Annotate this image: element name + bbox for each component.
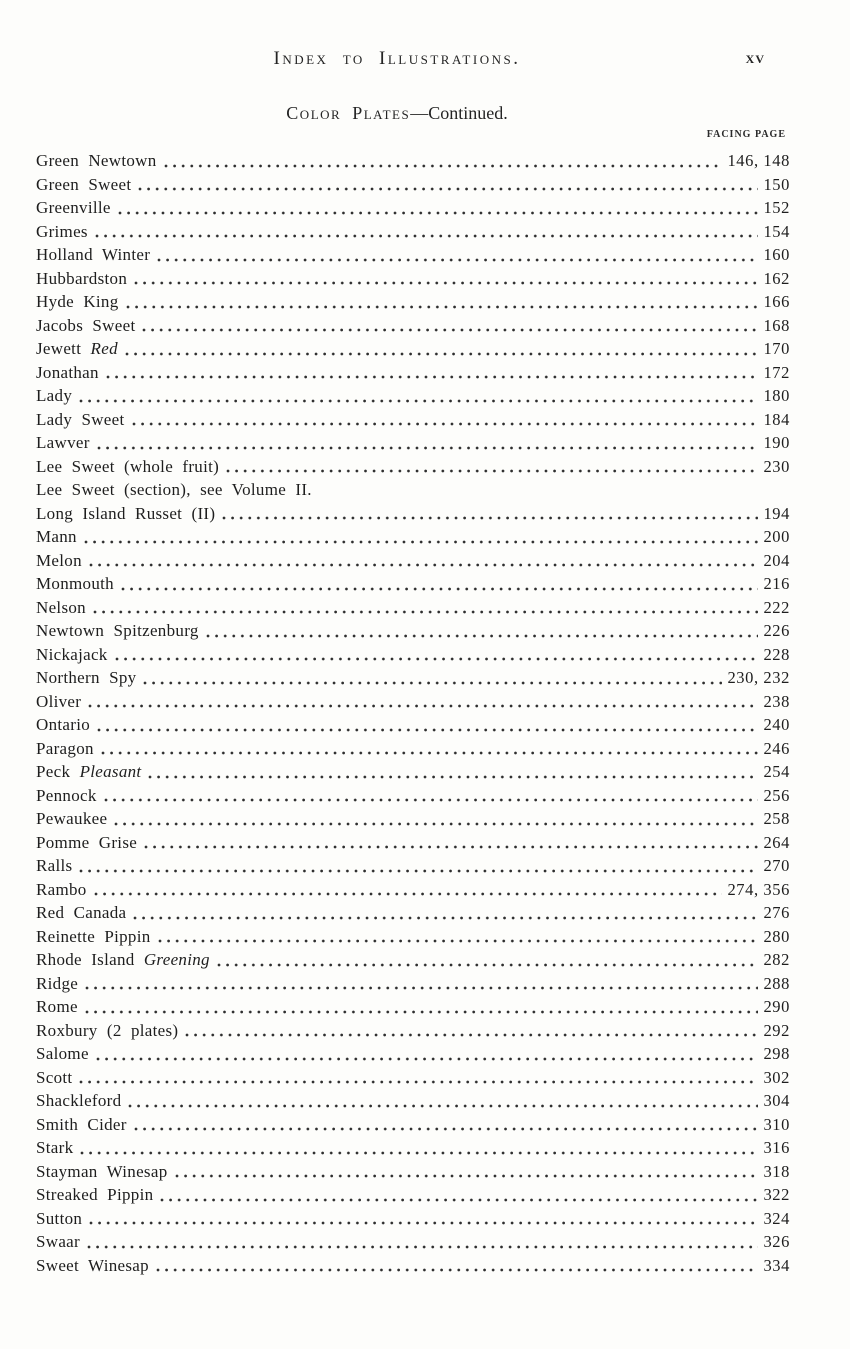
index-entry <box>36 807 790 831</box>
entry-pages: 322 <box>763 1185 790 1204</box>
dot-leader <box>144 844 758 850</box>
entry-pages: 230 <box>763 456 790 476</box>
dot-leader <box>185 1032 758 1038</box>
dot-leader <box>134 1126 759 1132</box>
dot-leader <box>94 891 723 897</box>
dot-leader <box>96 1056 759 1062</box>
index-entry <box>36 502 790 526</box>
entry-name-roman: Pewaukee <box>36 809 108 828</box>
entry-name-roman: Rambo <box>36 879 87 899</box>
dot-leader <box>80 1150 758 1156</box>
dot-leader <box>128 1103 758 1109</box>
entry-name <box>36 361 99 385</box>
entry-name-roman: Nelson <box>36 597 86 617</box>
entry-name <box>36 572 114 596</box>
entry-name <box>36 1207 82 1231</box>
entry-name-roman: Lee Sweet (whole fruit) <box>36 456 220 476</box>
entry-pages: 230, 232 <box>727 668 790 687</box>
entry-name-roman: Shackleford <box>36 1091 122 1110</box>
index-entry <box>36 831 790 855</box>
entry-pages: 290 <box>763 997 790 1016</box>
entry-name <box>36 478 312 502</box>
entry-name <box>36 196 111 220</box>
entry-pages: 276 <box>763 903 790 922</box>
entry-name <box>36 431 90 455</box>
dot-leader <box>89 562 759 568</box>
entry-name <box>36 1183 153 1207</box>
entry-name-roman: Pomme Grise <box>36 832 138 852</box>
entry-name-roman: Salome <box>36 1044 89 1063</box>
dot-leader <box>160 1197 758 1203</box>
entry-name-roman: Newtown Spitzenburg <box>36 621 199 640</box>
entry-name <box>36 1066 72 1090</box>
dot-leader <box>142 327 758 333</box>
index-entry <box>36 760 790 784</box>
entry-name <box>36 760 141 784</box>
entry-name <box>36 314 135 338</box>
index-entry <box>36 267 790 291</box>
entry-pages: 168 <box>763 315 790 335</box>
entry-pages: 258 <box>763 809 790 828</box>
index-entry <box>36 925 790 949</box>
entry-name <box>36 643 108 667</box>
index-entry <box>36 220 790 244</box>
dot-leader <box>101 750 759 756</box>
entry-name-roman: Grimes <box>36 221 88 241</box>
index-entry <box>36 784 790 808</box>
entry-pages: 160 <box>763 245 790 264</box>
index-entry <box>36 478 790 502</box>
entry-name-roman: Mann <box>36 527 77 546</box>
dot-leader <box>79 1079 758 1085</box>
dot-leader <box>97 727 758 733</box>
index-entry <box>36 1066 790 1090</box>
entry-pages: 170 <box>763 339 790 358</box>
entry-name-italic: Red <box>90 339 118 358</box>
page-header-title: Index to Illustrations. <box>273 48 521 69</box>
dot-leader <box>133 915 758 921</box>
entry-pages: 316 <box>763 1138 790 1157</box>
entry-name <box>36 925 151 949</box>
index-entry <box>36 243 790 267</box>
entry-name <box>36 596 86 620</box>
entry-name-roman: Hubbardston <box>36 268 128 288</box>
entry-pages: 292 <box>763 1020 790 1040</box>
entry-name <box>36 290 119 314</box>
dot-leader <box>95 233 759 239</box>
entry-name-roman: Ralls <box>36 856 73 875</box>
entry-name-roman: Swaar <box>36 1232 80 1251</box>
entry-pages: 254 <box>763 762 790 781</box>
dot-leader <box>222 515 758 521</box>
entry-pages: 310 <box>763 1114 790 1134</box>
entry-name-roman: Reinette Pippin <box>36 926 151 946</box>
dot-leader <box>88 703 758 709</box>
dot-leader <box>157 257 758 263</box>
dot-leader <box>84 539 759 545</box>
entry-name-roman: Sweet Winesap <box>36 1255 149 1275</box>
entry-name-roman: Jacobs Sweet <box>36 315 136 335</box>
entry-name-roman: Stayman Winesap <box>36 1161 168 1181</box>
entry-name <box>36 549 82 573</box>
entry-name <box>36 713 90 737</box>
dot-leader <box>126 304 759 310</box>
dot-leader <box>156 1267 758 1273</box>
index-entry <box>36 690 790 714</box>
entry-pages: 256 <box>763 785 790 805</box>
entry-name <box>36 408 125 432</box>
dot-leader <box>93 609 758 615</box>
dot-leader <box>85 1009 759 1015</box>
entry-name-roman: Melon <box>36 550 82 570</box>
entry-pages: 222 <box>763 597 790 617</box>
entry-name-roman: Lady Sweet <box>36 409 125 429</box>
entry-name-roman: Jewett <box>36 339 91 358</box>
entry-pages: 172 <box>763 362 790 382</box>
entry-name <box>36 690 81 714</box>
index-entry <box>36 408 790 432</box>
dot-leader <box>87 1244 758 1250</box>
dot-leader <box>85 985 758 991</box>
entry-name <box>36 525 77 549</box>
entry-name-roman: Paragon <box>36 738 94 758</box>
index-entry <box>36 878 790 902</box>
entry-name-roman: Pennock <box>36 785 97 805</box>
entry-pages: 228 <box>763 644 790 664</box>
dot-leader <box>138 186 758 192</box>
entry-pages: 304 <box>763 1091 790 1110</box>
entry-pages: 166 <box>763 292 790 311</box>
entry-name <box>36 455 219 479</box>
index-entry <box>36 1230 790 1254</box>
entry-name-roman: Lee Sweet (section), see Volume II. <box>36 480 312 499</box>
section-heading-smallcaps: Color Plates <box>286 103 411 123</box>
index-entry <box>36 149 790 173</box>
dot-leader <box>79 398 758 404</box>
entry-name <box>36 1230 80 1254</box>
index-entry <box>36 337 790 361</box>
entry-pages: 150 <box>763 174 790 194</box>
entry-pages: 280 <box>763 926 790 946</box>
entry-name-roman: Ridge <box>36 973 79 993</box>
dot-leader <box>148 774 758 780</box>
dot-leader <box>134 280 758 286</box>
dot-leader <box>175 1173 759 1179</box>
index-entry <box>36 455 790 479</box>
dot-leader <box>143 680 722 686</box>
entry-name-roman: Sutton <box>36 1208 83 1228</box>
index-entry <box>36 948 790 972</box>
entry-name-roman: Scott <box>36 1067 73 1087</box>
dot-leader <box>164 163 723 169</box>
entry-name-roman: Nickajack <box>36 644 108 664</box>
facing-page-label: FACING PAGE <box>706 129 786 140</box>
entry-name <box>36 267 127 291</box>
index-entry <box>36 431 790 455</box>
dot-leader <box>114 821 758 827</box>
entry-name <box>36 1136 73 1160</box>
entry-name-roman: Rome <box>36 997 78 1016</box>
entry-name <box>36 1160 168 1184</box>
entry-pages: 152 <box>763 198 790 217</box>
entry-pages: 324 <box>763 1208 790 1228</box>
entry-name-roman: Rhode Island <box>36 950 144 969</box>
entry-pages: 238 <box>763 691 790 711</box>
index-entry <box>36 1113 790 1137</box>
entry-pages: 302 <box>763 1067 790 1087</box>
index-entry <box>36 173 790 197</box>
entry-pages: 288 <box>763 973 790 993</box>
entry-pages: 274, 356 <box>727 879 790 899</box>
dot-leader <box>217 962 759 968</box>
entry-pages: 282 <box>763 950 790 969</box>
dot-leader <box>106 374 759 380</box>
index-entry <box>36 666 790 690</box>
entry-name <box>36 854 72 878</box>
entry-name <box>36 948 210 972</box>
entry-name <box>36 901 126 925</box>
entry-name-roman: Jonathan <box>36 362 99 382</box>
dot-leader <box>118 210 759 216</box>
entry-pages: 200 <box>763 527 790 546</box>
entry-name-roman: Holland Winter <box>36 245 151 264</box>
entry-name <box>36 220 88 244</box>
entry-pages: 240 <box>763 715 790 734</box>
index-entry <box>36 713 790 737</box>
entry-name-roman: Roxbury (2 plates) <box>36 1020 179 1040</box>
dot-leader <box>79 868 758 874</box>
entry-pages: 326 <box>763 1232 790 1251</box>
page-number: xv <box>745 48 765 67</box>
index-entry <box>36 901 790 925</box>
index-entry <box>36 596 790 620</box>
entry-name <box>36 831 137 855</box>
index-entry <box>36 643 790 667</box>
entry-name-roman: Streaked Pippin <box>36 1185 154 1204</box>
entry-name <box>36 337 118 361</box>
entry-name-roman: Greenville <box>36 198 111 217</box>
index-entry <box>36 361 790 385</box>
dot-leader <box>226 468 758 474</box>
entry-name-italic: Pleasant <box>79 762 142 781</box>
entry-name-roman: Stark <box>36 1138 74 1157</box>
dot-leader <box>132 421 759 427</box>
entry-pages: 204 <box>763 550 790 570</box>
entry-name-roman: Green Newtown <box>36 151 157 170</box>
entry-name-roman: Lawver <box>36 433 90 452</box>
entry-name <box>36 1019 178 1043</box>
index-entry <box>36 1160 790 1184</box>
index-entry <box>36 1089 790 1113</box>
section-heading-continued: —Continued. <box>410 103 508 123</box>
dot-leader <box>206 633 759 639</box>
index-entry <box>36 384 790 408</box>
entry-name <box>36 173 131 197</box>
entry-name <box>36 384 72 408</box>
entry-name <box>36 1042 89 1066</box>
index-entry <box>36 314 790 338</box>
dot-leader <box>125 351 759 357</box>
entry-name-roman: Northern Spy <box>36 668 137 687</box>
entry-name <box>36 995 78 1019</box>
entry-pages: 216 <box>763 574 790 593</box>
entry-name <box>36 807 107 831</box>
entry-name <box>36 878 87 902</box>
dot-leader <box>158 938 759 944</box>
entry-pages: 318 <box>763 1161 790 1181</box>
entry-pages: 334 <box>763 1255 790 1275</box>
index-entry <box>36 525 790 549</box>
entry-name-italic: Greening <box>143 950 210 969</box>
entry-name <box>36 784 97 808</box>
index-entry <box>36 1183 790 1207</box>
index-entry <box>36 549 790 573</box>
entry-name-roman: Red Canada <box>36 903 127 922</box>
index-entry <box>36 1042 790 1066</box>
index-entry <box>36 1019 790 1043</box>
entry-name <box>36 502 215 526</box>
index-entry <box>36 737 790 761</box>
entry-name <box>36 737 94 761</box>
index-entry <box>36 1136 790 1160</box>
entry-name <box>36 1113 127 1137</box>
entry-pages: 184 <box>763 409 790 429</box>
entry-name <box>36 972 78 996</box>
index-entry <box>36 619 790 643</box>
entry-name-roman: Hyde King <box>36 292 119 311</box>
entry-name-roman: Monmouth <box>36 574 114 593</box>
index-entry <box>36 290 790 314</box>
dot-leader <box>121 586 758 592</box>
entry-pages: 226 <box>763 621 790 640</box>
index-entry <box>36 196 790 220</box>
entry-name-roman: Long Island Russet (II) <box>36 503 216 523</box>
entry-pages: 246 <box>763 738 790 758</box>
entry-name-roman: Peck <box>36 762 80 781</box>
section-heading <box>0 103 794 124</box>
entry-pages: 146, 148 <box>727 151 790 170</box>
entry-pages: 194 <box>763 503 790 523</box>
entry-pages: 154 <box>763 221 790 241</box>
dot-leader <box>104 797 759 803</box>
entry-pages: 190 <box>763 433 790 452</box>
dot-leader <box>97 445 759 451</box>
entry-pages: 270 <box>763 856 790 875</box>
index-entry <box>36 854 790 878</box>
entry-name <box>36 149 157 173</box>
dot-leader <box>89 1220 758 1226</box>
entry-name <box>36 243 150 267</box>
entry-name <box>36 666 136 690</box>
entry-name-roman: Ontario <box>36 715 91 734</box>
entry-name-roman: Lady <box>36 386 73 405</box>
entry-pages: 264 <box>763 832 790 852</box>
entry-name-roman: Smith Cider <box>36 1114 127 1134</box>
entry-name-roman: Oliver <box>36 691 82 711</box>
index-entry <box>36 1207 790 1231</box>
entry-name <box>36 1089 121 1113</box>
index-list <box>36 149 790 1277</box>
index-entry <box>36 572 790 596</box>
index-entry <box>36 972 790 996</box>
index-entry <box>36 995 790 1019</box>
entry-name <box>36 1254 149 1278</box>
entry-pages: 162 <box>763 268 790 288</box>
entry-name <box>36 619 199 643</box>
dot-leader <box>115 656 759 662</box>
entry-pages: 180 <box>763 386 790 405</box>
entry-name-roman: Green Sweet <box>36 174 132 194</box>
entry-pages: 298 <box>763 1044 790 1063</box>
index-entry <box>36 1254 790 1278</box>
